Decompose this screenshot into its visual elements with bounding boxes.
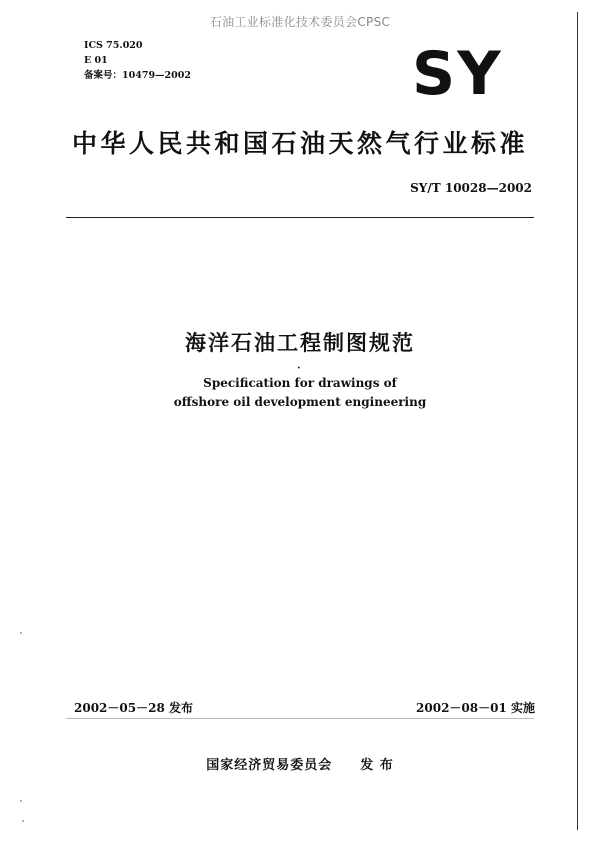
sy-logo: SY (412, 39, 503, 109)
issue-date: 2002－05－28 发布 (74, 701, 193, 715)
scan-speck (20, 800, 22, 802)
ics-code: ICS 75.020 (84, 40, 143, 51)
meta-block (84, 38, 191, 83)
issuer-action: 发 布 (360, 758, 394, 773)
header-divider (66, 217, 534, 218)
issuer-line (0, 754, 600, 773)
document-title-cn: 海洋石油工程制图规范 (185, 331, 415, 355)
title-dot: · (297, 363, 301, 374)
record-number: 备案号：10479—2002 (84, 70, 191, 81)
scan-speck (20, 632, 22, 634)
effective-date: 2002－08－01 实施 (416, 701, 535, 715)
scan-edge-line (577, 12, 578, 830)
document-title-en (0, 374, 600, 412)
title-en-line1: Specification for drawings of (203, 376, 397, 390)
standard-number: SY/T 10028—2002 (410, 181, 532, 195)
standard-title: 中华人民共和国石油天然气行业标准 (72, 129, 529, 158)
scan-speck (22, 820, 24, 822)
footer-divider (66, 718, 534, 719)
title-en-line2: offshore oil development engineering (173, 395, 427, 409)
watermark: 石油工业标准化技术委员会CPSC (209, 15, 391, 29)
category-code: E 01 (84, 55, 108, 66)
issuer-name: 国家经济贸易委员会 (206, 758, 333, 773)
